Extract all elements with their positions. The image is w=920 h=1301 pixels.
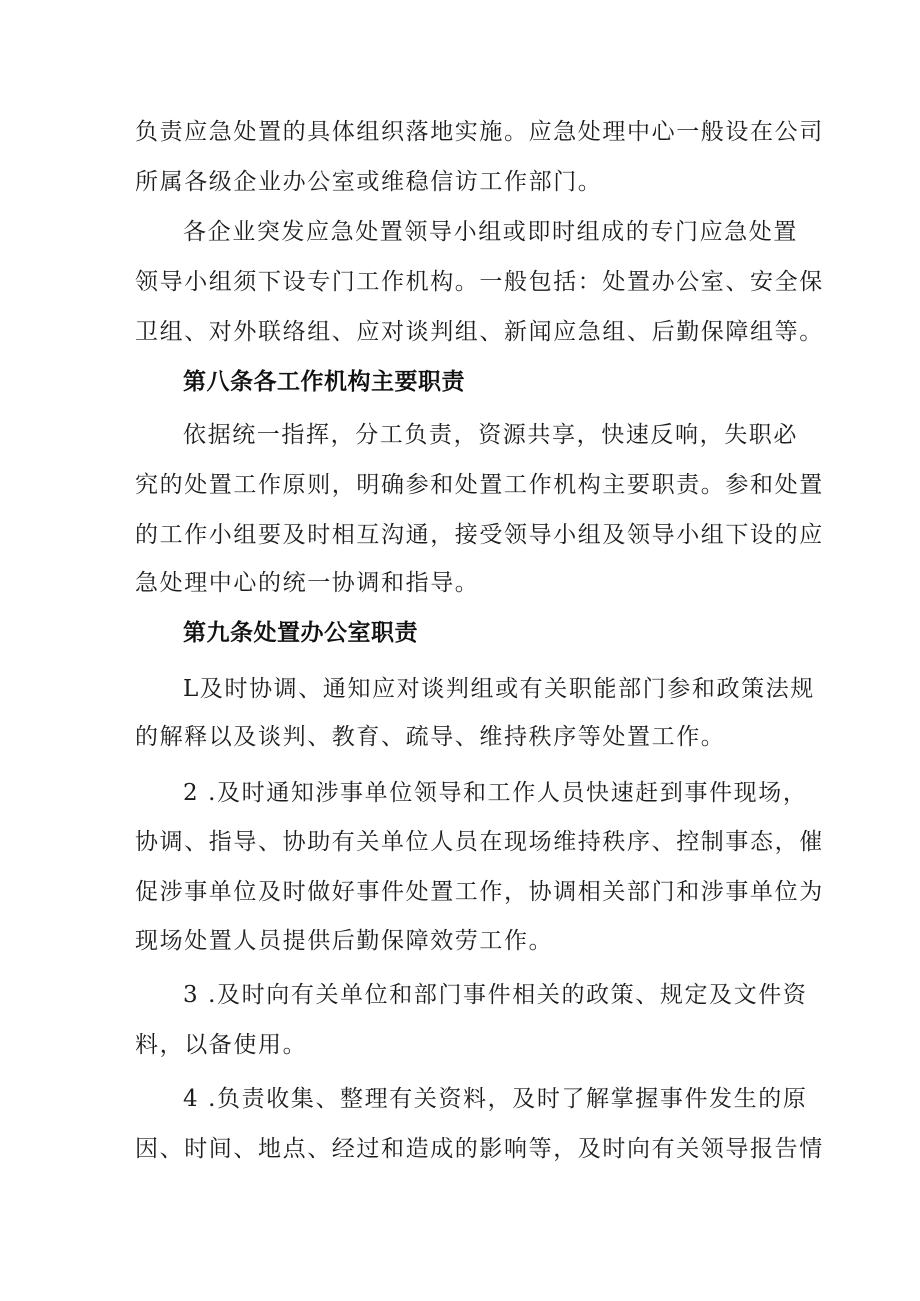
paragraph-line: 究的处置工作原则，明确参和处置工作机构主要职责。参和处置: [135, 472, 824, 498]
list-item-line: 3 .及时向有关单位和部门事件相关的政策、规定及文件资: [183, 982, 808, 1008]
list-item-line: 协调、指导、协助有关单位人员在现场维持秩序、控制事态，催: [135, 829, 824, 855]
paragraph-line: 所属各级企业办公室或维稳信访工作部门。: [135, 169, 603, 195]
list-item-line: 现场处置人员提供后勤保障效劳工作。: [135, 928, 554, 954]
list-item-line: 2 .及时通知涉事单位领导和工作人员快速赶到事件现场，: [183, 780, 808, 806]
list-item-line: 促涉事单位及时做好事件处置工作，协调相关部门和涉事单位为: [135, 879, 824, 905]
paragraph-line: 各企业突发应急处置领导小组或即时组成的专门应急处置: [183, 219, 798, 245]
list-item-line: 料，以备使用。: [135, 1032, 308, 1058]
list-item-line: L及时协调、通知应对谈判组或有关职能部门参和政策法规: [183, 676, 815, 702]
paragraph-line: 卫组、对外联络组、应对谈判组、新闻应急组、后勤保障组等。: [135, 319, 824, 345]
list-item-line: 4 .负责收集、整理有关资料，及时了解掌握事件发生的原: [183, 1086, 808, 1112]
section-heading: 第八条各工作机构主要职责: [183, 369, 465, 395]
paragraph-line: 的工作小组要及时相互沟通，接受领导小组及领导小组下设的应: [135, 522, 824, 548]
list-item-line: 的解释以及谈判、教育、疏导、维持秩序等处置工作。: [135, 724, 726, 750]
paragraph-line: 领导小组须下设专门工作机构。一般包括：处置办公室、安全保: [135, 269, 824, 295]
paragraph-line: 急处理中心的统一协调和指导。: [135, 570, 480, 596]
section-heading: 第九条处置办公室职责: [183, 620, 418, 646]
paragraph-line: 依据统一指挥，分工负责，资源共享，快速反响，失职必: [183, 422, 798, 448]
paragraph-line: 负责应急处置的具体组织落地实施。应急处理中心一般设在公司: [135, 119, 824, 145]
list-item-line: 因、时间、地点、经过和造成的影响等，及时向有关领导报告情: [135, 1136, 824, 1162]
